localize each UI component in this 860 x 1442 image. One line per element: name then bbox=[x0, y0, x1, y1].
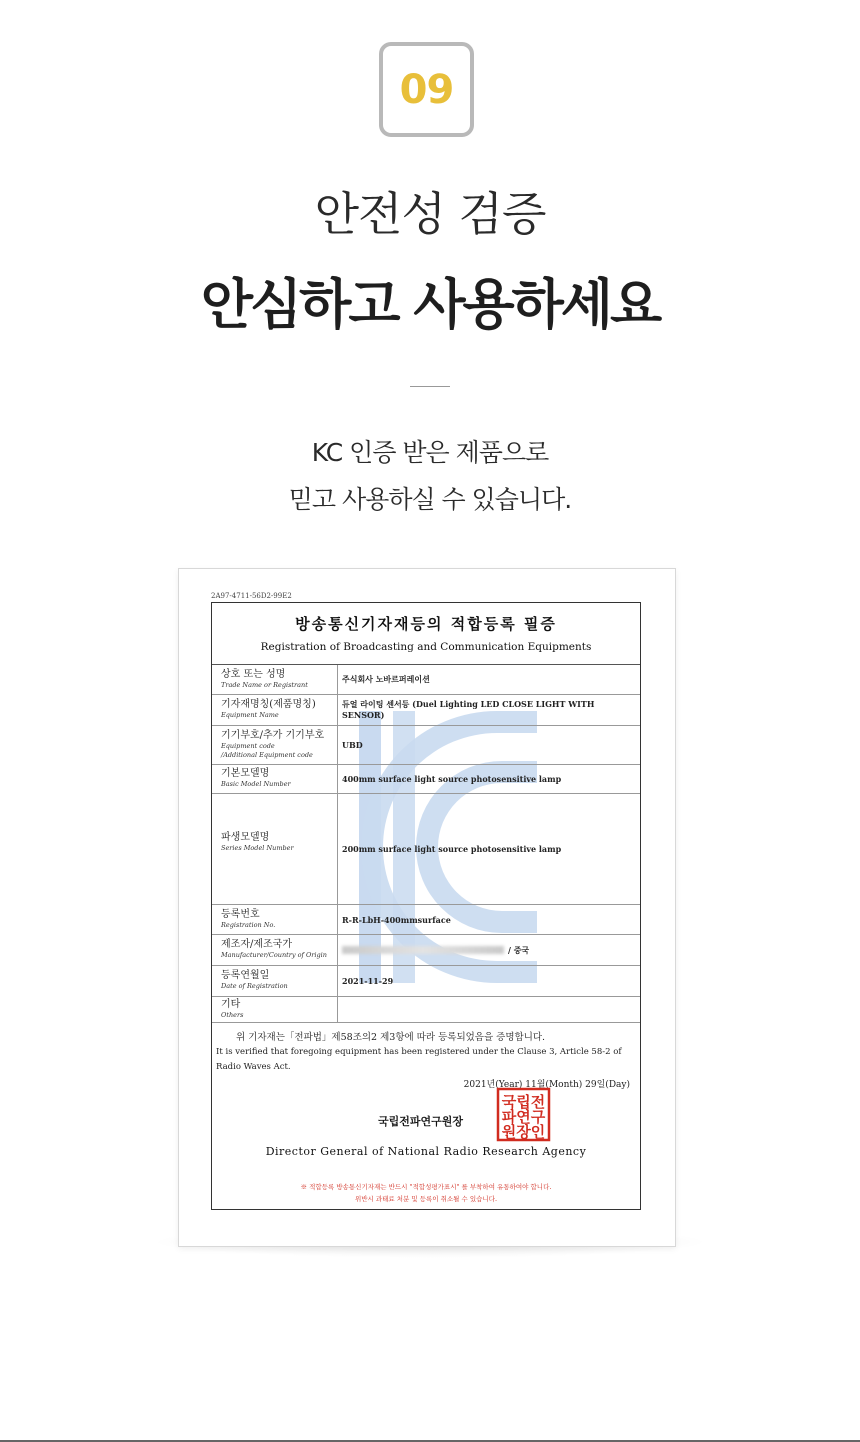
label-ko: 기본모델명 bbox=[221, 768, 270, 779]
row-trade-name bbox=[212, 665, 640, 695]
title-divider bbox=[410, 386, 450, 387]
statement-en: It is verified that foregoing equipment has been registered under the Clause 3, Article 58-2 of Radio Waves Act. bbox=[216, 1047, 622, 1072]
label-en: Registration No. bbox=[221, 921, 276, 929]
section-number: 09 bbox=[399, 66, 454, 113]
value-equipment-name: 듀얼 라이팅 센서등 (Duel Lighting LED CLOSE LIGHT WITH SENSOR) bbox=[342, 699, 595, 720]
director-title-en: Director General of National Radio Research Agency bbox=[265, 1145, 587, 1158]
label-en: Series Model Number bbox=[221, 844, 294, 852]
value-basic-model: 400mm surface light source photosensitive lamp bbox=[342, 774, 562, 784]
row-equipment-code bbox=[212, 726, 640, 765]
certificate-title-ko: 방송통신기자재등의 적합등록 필증 bbox=[295, 615, 557, 633]
row-equipment-name bbox=[212, 695, 640, 726]
value-registration-no: R-R-LbH-400mmsurface bbox=[342, 914, 451, 925]
label-ko: 기타 bbox=[221, 999, 241, 1010]
value-manufacturer bbox=[340, 935, 640, 965]
certificate-title-en: Registration of Broadcasting and Communication Equipments bbox=[260, 641, 592, 653]
label-ko: 기기부호/추가 기기부호 bbox=[221, 730, 325, 741]
label-en: Manufacturer/Country of Origin bbox=[221, 951, 327, 959]
label-ko: 상호 또는 성명 bbox=[221, 669, 286, 680]
svg-text:원장인: 원장인 bbox=[501, 1123, 546, 1141]
redacted-manufacturer bbox=[342, 946, 504, 954]
value-equipment-code: UBD bbox=[342, 740, 363, 750]
label-ko: 파생모델명 bbox=[221, 832, 270, 843]
label-ko: 기자재명칭(제품명칭) bbox=[221, 699, 316, 710]
section-number-badge bbox=[379, 42, 474, 137]
notice-line-1: ※ 적합등록 방송통신기자재는 반드시 "적합성평가표시" 를 부착하여 유통하여야 합니다. bbox=[300, 1183, 552, 1191]
label-en: Equipment code bbox=[221, 742, 275, 750]
notice-line-2: 위반시 과태료 처분 및 등록이 취소될 수 있습니다. bbox=[354, 1195, 498, 1203]
label-en: Others bbox=[221, 1011, 244, 1019]
label-en: Date of Registration bbox=[221, 982, 288, 990]
section-title-light: 안전성 검증 bbox=[314, 187, 546, 241]
value-trade-name: 주식회사 노바르퍼레이션 bbox=[342, 674, 430, 684]
value-registration-date: 2021-11-29 bbox=[342, 976, 394, 986]
svg-text:파연구: 파연구 bbox=[501, 1108, 546, 1126]
row-basic-model bbox=[212, 765, 640, 794]
label-en: Trade Name or Registrant bbox=[221, 681, 308, 689]
kc-certificate bbox=[211, 602, 641, 1210]
row-others bbox=[212, 997, 640, 1023]
label-en-2: /Additional Equipment code bbox=[221, 751, 313, 759]
value-series-model: 200mm surface light source photosensitive lamp bbox=[342, 844, 562, 854]
label-en: Equipment Name bbox=[221, 711, 279, 719]
row-registration-date bbox=[212, 966, 640, 997]
row-manufacturer bbox=[212, 935, 640, 966]
certificate-date: 2021년(Year) 11월(Month) 29일(Day) bbox=[463, 1080, 630, 1090]
description-line-1: KC 인증 받은 제품으로 bbox=[311, 438, 549, 467]
value-country: / 중국 bbox=[508, 944, 530, 955]
label-en: Basic Model Number bbox=[221, 780, 291, 788]
certificate-doc-id: 2A97-4711-56D2-99E2 bbox=[211, 592, 292, 600]
row-series-model bbox=[212, 794, 640, 905]
value-others bbox=[340, 997, 640, 1022]
label-ko: 등록번호 bbox=[221, 909, 260, 920]
label-ko: 제조자/제조국가 bbox=[221, 939, 292, 950]
description-line-2: 믿고 사용하실 수 있습니다. bbox=[288, 485, 572, 514]
certificate-header bbox=[212, 603, 640, 665]
official-seal-stamp bbox=[496, 1087, 551, 1142]
label-ko: 등록연월일 bbox=[221, 970, 270, 981]
section-title-bold: 안심하고 사용하세요 bbox=[200, 273, 660, 336]
svg-text:국립전: 국립전 bbox=[501, 1093, 546, 1111]
official-title-ko: 국립전파연구원장 bbox=[378, 1115, 464, 1128]
row-registration-no bbox=[212, 905, 640, 935]
statement-ko: 위 기자재는「전파법」제58조의2 제3항에 따라 등록되었음을 증명합니다. bbox=[236, 1032, 546, 1043]
